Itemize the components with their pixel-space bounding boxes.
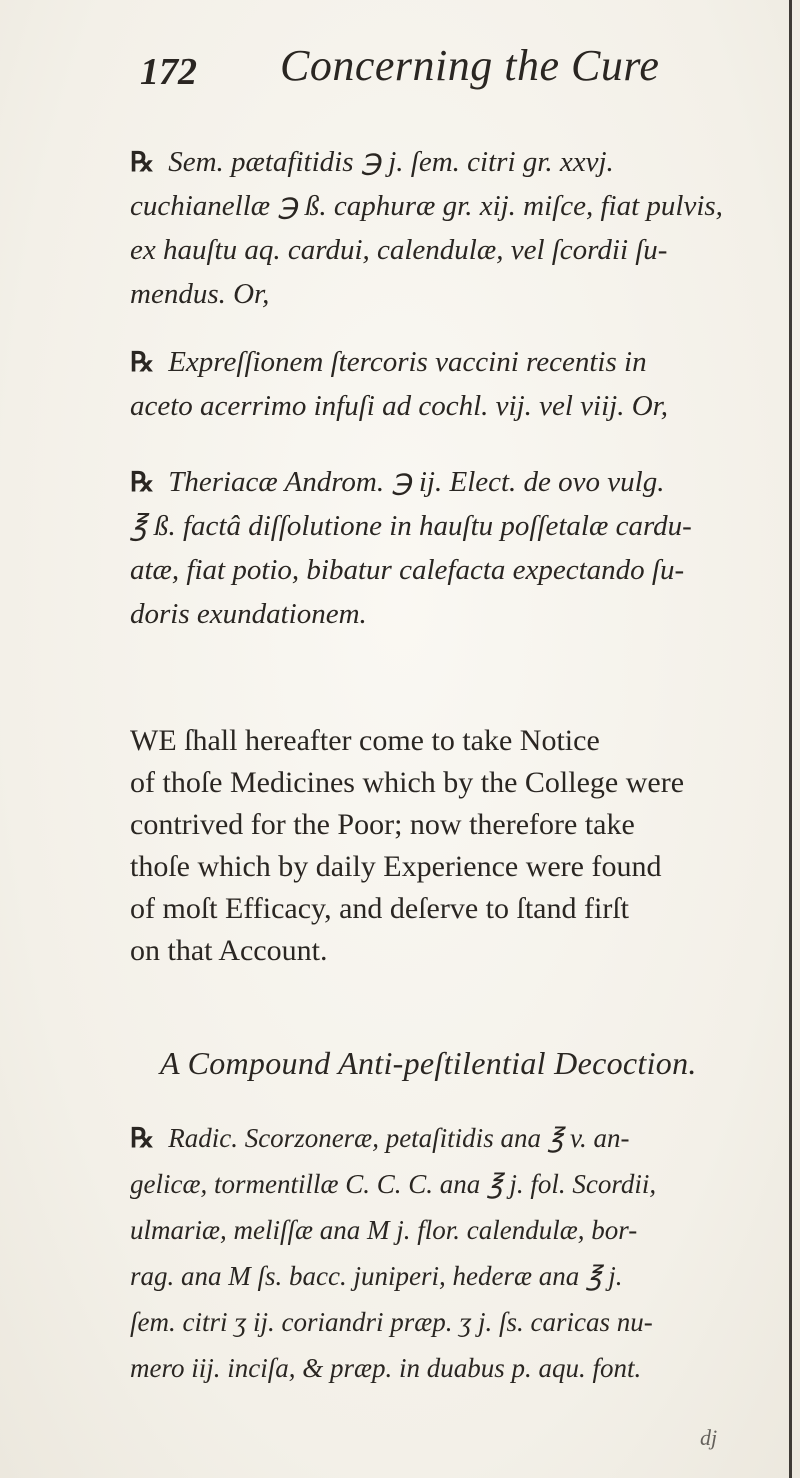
recipe-symbol: ℞ — [130, 147, 155, 177]
recipe-line: doris exundationem. — [130, 598, 367, 630]
recipe-1 — [130, 140, 730, 316]
recipe-line: ℞ Sem. pætafitidis ℈ j. ſem. citri gr. xxvj. — [130, 146, 614, 178]
recipe-symbol: ℞ — [130, 347, 155, 377]
body-paragraph — [130, 720, 730, 972]
page-edge-shadow — [789, 0, 792, 1478]
decoction-recipe — [130, 1115, 730, 1391]
paragraph-line: WE ſhall hereafter come to take Notice — [130, 724, 600, 757]
running-head: Concerning the Cure — [280, 41, 660, 90]
catchword: dj — [700, 1425, 718, 1450]
paragraph-line: of thoſe Medicines which by the College were — [130, 766, 685, 799]
page-header — [140, 40, 700, 100]
recipe-line: atæ, fiat potio, bibatur calefacta expectando ſu- — [130, 554, 685, 586]
recipe-line: ex hauſtu aq. cardui, calendulæ, vel ſcordii ſu- — [130, 234, 668, 266]
section-title: A Compound Anti-peſtilential Decoction. — [160, 1045, 697, 1081]
paragraph-line: contrived for the Poor; now therefore take — [130, 808, 635, 841]
recipe-line: rag. ana M ſs. bacc. juniperi, hederæ ana ℥ j. — [130, 1261, 623, 1291]
paragraph-line: of moſt Efficacy, and deſerve to ſtand firſt — [130, 892, 629, 925]
recipe-symbol: ℞ — [130, 1123, 155, 1153]
recipe-line: cuchianellæ ℈ ß. caphuræ gr. xij. miſce, fiat pulvis, — [130, 190, 723, 222]
recipe-line: ſem. citri ʒ ij. coriandri præp. ʒ j. ſs. caricas nu- — [130, 1307, 653, 1337]
paragraph-line: thoſe which by daily Experience were found — [130, 850, 662, 883]
paragraph-line: on that Account. — [130, 934, 328, 967]
recipe-symbol: ℞ — [130, 467, 155, 497]
recipe-line: gelicæ, tormentillæ C. C. C. ana ℥ j. fol. Scordii, — [130, 1169, 657, 1199]
recipe-3 — [130, 460, 730, 636]
recipe-line: ℞ Theriacæ Androm. ℈ ij. Elect. de ovo vulg. — [130, 466, 665, 498]
recipe-line: mendus. Or, — [130, 278, 270, 310]
recipe-line: ulmariæ, meliſſæ ana M j. flor. calendulæ, bor- — [130, 1215, 638, 1245]
recipe-line: ℞ Expreſſionem ſtercoris vaccini recentis in — [130, 346, 647, 378]
recipe-line: ℥ ß. factâ diſſolutione in hauſtu poſſetalæ cardu- — [130, 510, 692, 542]
recipe-line: mero iij. inciſa, & præp. in duabus p. aqu. font. — [130, 1353, 642, 1383]
recipe-line: aceto acerrimo infuſi ad cochl. vij. vel viij. Or, — [130, 390, 668, 422]
recipe-2 — [130, 340, 730, 428]
recipe-line: ℞ Radic. Scorzoneræ, petaſitidis ana ℥ v. an- — [130, 1123, 630, 1153]
page-number: 172 — [140, 51, 197, 93]
